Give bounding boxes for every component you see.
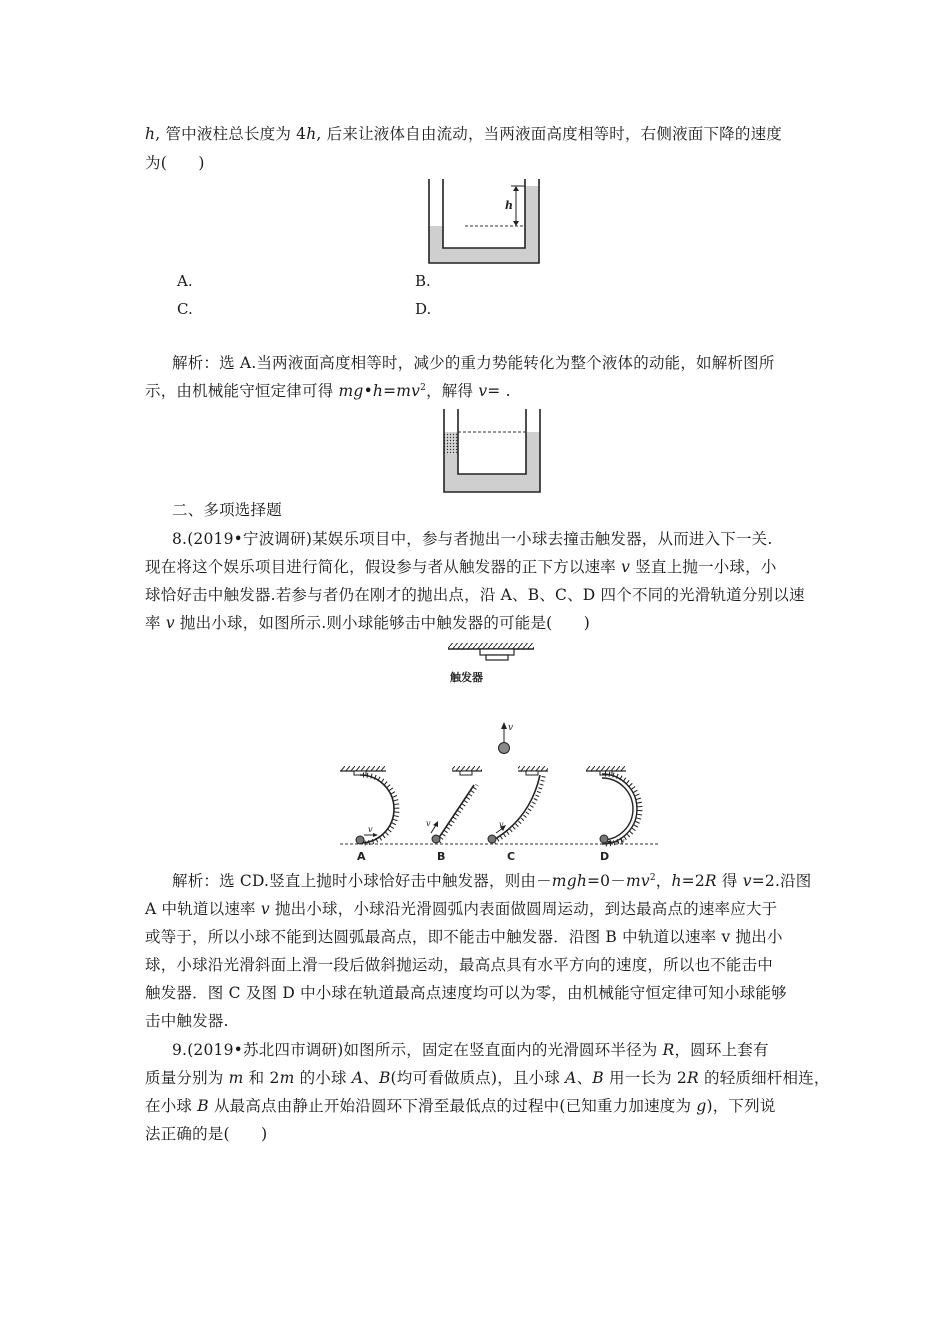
q9-text: 和 2	[243, 1069, 280, 1087]
track-d	[586, 766, 640, 844]
q7-text: , 管中液柱总长度为 4	[155, 125, 307, 143]
q8-sol-var: v	[742, 872, 752, 890]
ball-v-label: v	[508, 723, 514, 733]
q9-text: ，圆环上套有	[674, 1041, 769, 1059]
q8-solution-line-1	[172, 871, 811, 891]
q7-sol-dotted-block	[444, 432, 458, 454]
q9-line-2	[145, 1068, 830, 1088]
q8-sol-text: 得	[716, 872, 743, 890]
q8-text: 抛出小球，如图所示.则小球能够击中触发器的可能是( )	[174, 614, 591, 632]
q8-line-3: 球恰好击中触发器.若参与者仍在刚才的抛出点，沿 A、B、C、D 四个不同的光滑轨道分别以速	[145, 586, 805, 604]
panel-label-d: D	[600, 850, 610, 863]
q9-text: 的轻质细杆相连，	[698, 1069, 830, 1087]
q8-sol-var: v	[260, 900, 270, 918]
q7-sol-var: h	[372, 382, 384, 400]
q7-line-2: 为( )	[145, 154, 205, 172]
q9-var: B	[378, 1069, 391, 1087]
q8-sol-text: A 中轨道以速率	[145, 900, 261, 918]
section-title: 二、多项选择题	[172, 501, 282, 519]
q8-sol-var: h	[671, 872, 682, 890]
q8-text: 现在将这个娱乐项目进行简化，假设参与者从触发器的正下方以速率	[145, 558, 622, 576]
q7-solution-figure	[440, 406, 544, 496]
q7-sol-text: 示，由机械能守恒定律可得	[145, 382, 339, 400]
q7-sol-sup: 2	[420, 382, 427, 393]
q9-text: 、	[363, 1069, 379, 1087]
q8-solution-line-6: 击中触发器.	[145, 1012, 229, 1030]
q7-option-d[interactable]: D.	[415, 300, 432, 318]
q7-arrow-head-bottom	[513, 221, 519, 226]
q8-text: 竖直上抛一小球，小	[630, 558, 777, 576]
q8-sol-var: R	[704, 872, 717, 890]
q7-var-h: h	[145, 125, 156, 143]
track-b	[431, 766, 482, 843]
q7-solution-line-1: 解析：选 A.当两液面高度相等时，减少的重力势能转化为整个液体的动能，如解析图所	[172, 354, 775, 372]
q9-text: 的小球	[294, 1069, 352, 1087]
q8-sol-text: =2	[681, 872, 705, 890]
q9-text: 、	[576, 1069, 593, 1087]
q8-line-1: 8.(2019•宁波调研)某娱乐项目中，参与者抛出一小球去撞击触发器，从而进入下一关.	[172, 530, 773, 548]
panel-label-a: A	[357, 850, 366, 863]
q7-solution-line-2	[145, 381, 511, 401]
q7-tube-inner	[443, 179, 525, 248]
q7-label-h: h	[505, 199, 513, 212]
q7-option-a[interactable]: A.	[177, 272, 193, 290]
q9-var: A	[565, 1069, 577, 1087]
trigger-device	[448, 643, 534, 660]
panel-label-b: B	[437, 850, 446, 863]
q7-sol-var: mv	[396, 382, 421, 400]
q7-liquid	[429, 186, 539, 263]
q8-var-v: v	[165, 614, 175, 632]
trigger-label: 触发器	[450, 671, 483, 684]
q7-sol-tube-inner	[458, 409, 526, 474]
q8-sol-text: =2.沿图	[751, 872, 812, 890]
q7-option-c[interactable]: C.	[177, 300, 193, 318]
q7-utube-figure	[425, 176, 545, 268]
q9-var: g	[696, 1097, 707, 1115]
q8-sol-text: 解析：选 CD.竖直上抛时小球恰好击中触发器，则由－	[172, 872, 552, 890]
q8-text: 率	[145, 614, 166, 632]
q7-sol-eq: =	[383, 382, 397, 400]
q8-sol-text: 抛出小球，小球沿光滑圆弧内表面做圆周运动，到达最高点的速率应大于	[269, 900, 778, 918]
q8-sol-var: mgh	[551, 872, 587, 890]
q7-sol-var: mg	[338, 382, 364, 400]
q7-sol-dot: •	[363, 382, 373, 400]
q9-var: R	[662, 1041, 675, 1059]
track-c-v: v	[499, 820, 504, 829]
q8-var-v: v	[621, 558, 631, 576]
q7-var-h: h	[306, 125, 317, 143]
track-d-v: v	[620, 837, 625, 846]
q9-text: 9.(2019•苏北四市调研)如图所示，固定在竖直面内的光滑圆环半径为	[172, 1041, 663, 1059]
q8-solution-line-3: 或等于，所以小球不能到达圆弧最高点，即不能击中触发器．沿图 B 中轨道以速率 v 抛出小	[145, 928, 783, 946]
q9-var: A	[351, 1069, 364, 1087]
q9-text: 质量分别为	[145, 1069, 229, 1087]
q8-solution-line-5: 触发器．图 C 及图 D 中小球在轨道最高点速度均可以为零，由机械能守恒定律可知小球能够	[145, 984, 787, 1002]
track-c	[488, 766, 548, 843]
q8-line-2	[145, 557, 777, 577]
q7-sol-text: = .	[487, 382, 511, 400]
q8-line-4	[145, 613, 590, 633]
q7-line-1	[145, 124, 782, 144]
q9-var: B	[592, 1069, 604, 1087]
track-b-v: v	[426, 819, 431, 828]
q9-text: 在小球	[145, 1097, 198, 1115]
q9-line-1	[172, 1040, 769, 1060]
q8-solution-line-2	[145, 899, 777, 919]
q8-sol-text: ，	[655, 872, 672, 890]
q9-line-3	[145, 1096, 776, 1116]
q9-text: 用一长为 2	[603, 1069, 687, 1087]
q9-text: )，下列说	[706, 1097, 776, 1115]
q8-solution-line-4: 球，小球沿光滑斜面上滑一段后做斜抛运动，最高点具有水平方向的速度，所以也不能击中	[145, 956, 774, 974]
panel-label-c: C	[507, 850, 516, 863]
track-a-v: v	[368, 825, 373, 834]
q7-sol-text: ，解得	[426, 382, 479, 400]
q8-sol-sup: 2	[649, 872, 656, 883]
q7-option-b[interactable]: B.	[415, 272, 431, 290]
q7-sol-var: v	[478, 382, 488, 400]
q9-text: 从最高点由静止开始沿圆环下滑至最低点的过程中(已知重力加速度为	[208, 1097, 697, 1115]
q9-var: B	[197, 1097, 209, 1115]
q7-text: , 后来让液体自由流动，当两液面高度相等时，右侧液面下降的速度	[316, 125, 782, 143]
q7-arrow-head-top	[513, 186, 519, 191]
q9-var: m	[228, 1069, 244, 1087]
q9-var: R	[687, 1069, 699, 1087]
q9-var: m	[279, 1069, 295, 1087]
q9-text: (均可看做质点)，且小球	[390, 1069, 566, 1087]
q8-sol-text: =0－	[587, 872, 626, 890]
q8-sol-var: mv	[625, 872, 650, 890]
q9-line-4: 法正确的是( )	[145, 1125, 268, 1143]
q8-figure	[340, 640, 660, 865]
